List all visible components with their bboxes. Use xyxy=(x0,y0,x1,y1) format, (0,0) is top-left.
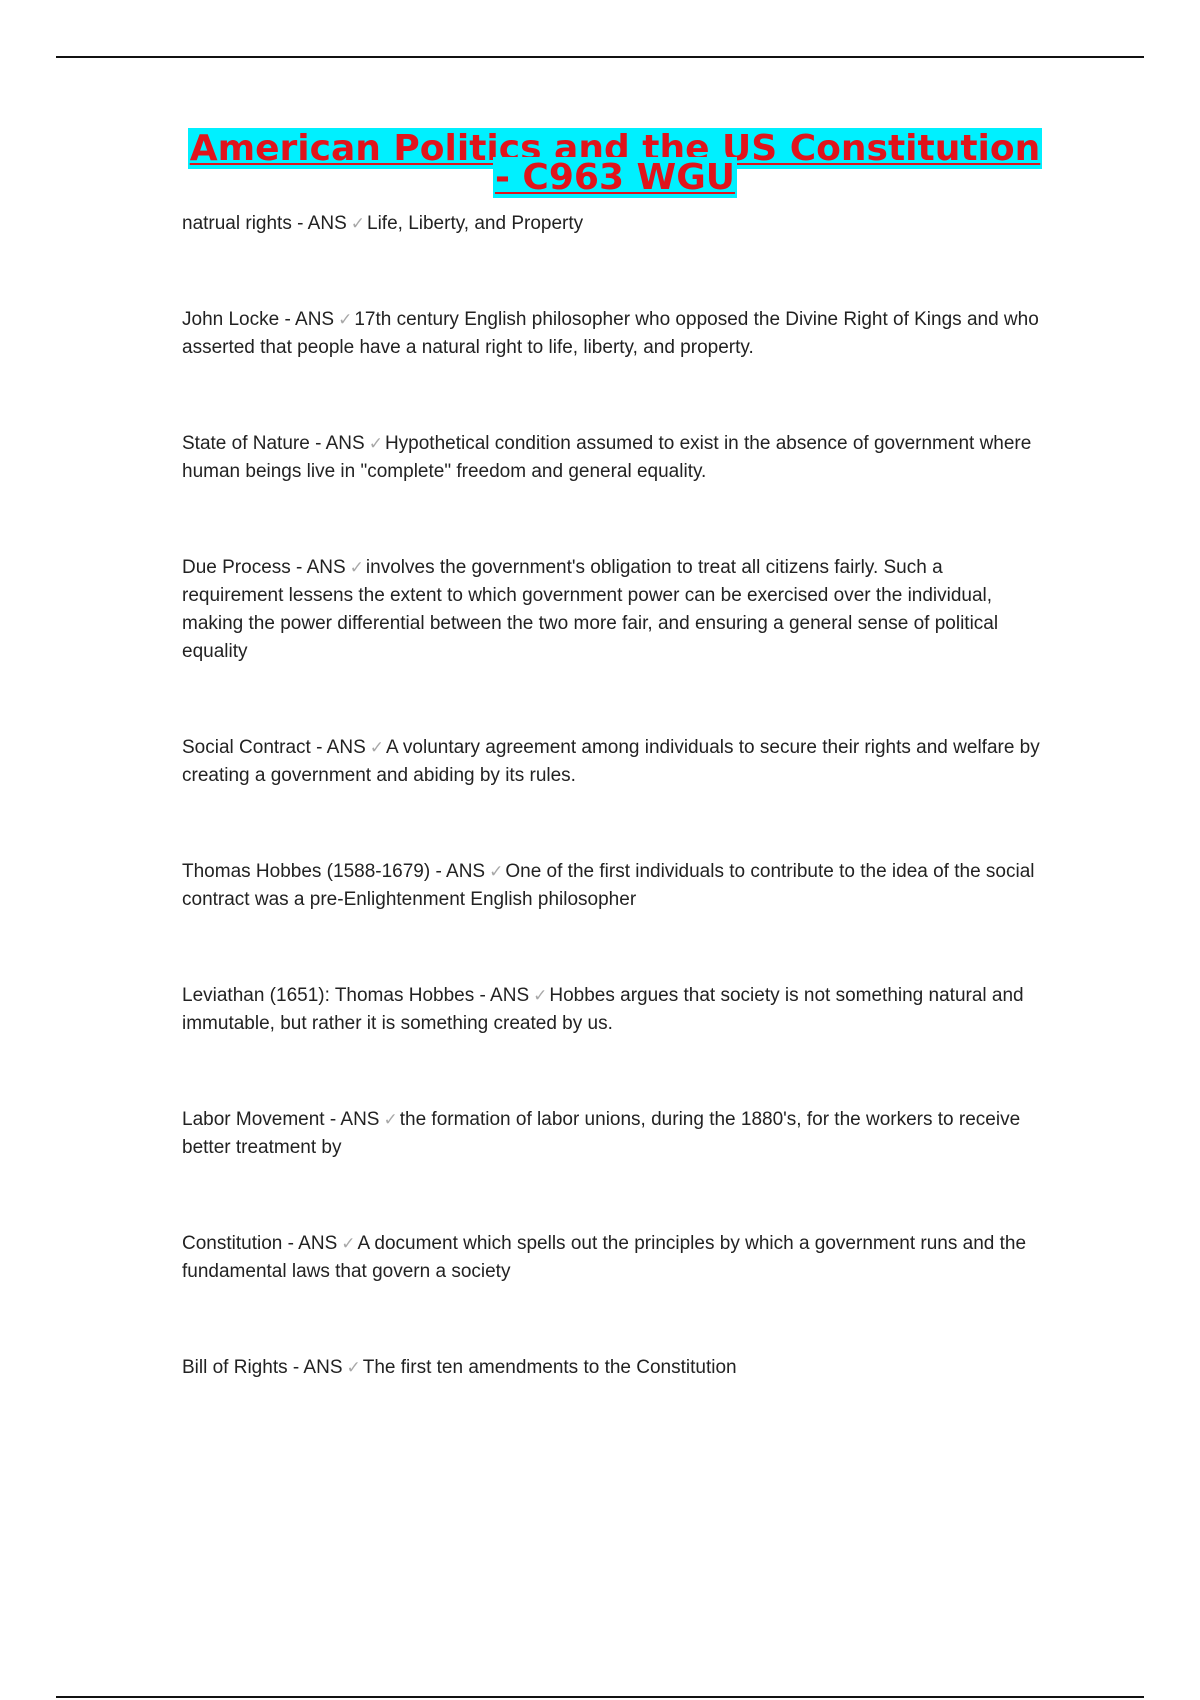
flashcard-list xyxy=(182,210,1048,1382)
entry-definition: A voluntary agreement among individuals to secure their rights and welfare by creating a government and abiding by its rules. xyxy=(182,737,1040,786)
check-icon: ✓ xyxy=(349,558,364,577)
entry-definition: Hobbes argues that society is not something natural and immutable, but rather it is something created by us. xyxy=(182,985,1024,1034)
entry-term: natrual rights - ANS xyxy=(182,213,347,234)
check-icon: ✓ xyxy=(350,214,365,233)
entry-term: Bill of Rights - ANS xyxy=(182,1357,343,1378)
flashcard-entry xyxy=(182,1106,1048,1162)
entry-definition: The first ten amendments to the Constitution xyxy=(362,1357,737,1378)
entry-term: Thomas Hobbes (1588-1679) - ANS xyxy=(182,861,486,882)
flashcard-entry xyxy=(182,430,1048,486)
flashcard-entry xyxy=(182,982,1048,1038)
check-icon: ✓ xyxy=(533,986,548,1005)
entry-term: Due Process - ANS xyxy=(182,557,346,578)
entry-definition: Life, Liberty, and Property xyxy=(367,213,584,234)
entry-term: Constitution - ANS xyxy=(182,1233,338,1254)
entry-term: Social Contract - ANS xyxy=(182,737,366,758)
entry-definition: the formation of labor unions, during the 1880's, for the workers to receive better treatment by xyxy=(182,1109,1021,1158)
entry-term: State of Nature - ANS xyxy=(182,433,365,454)
footer-rule xyxy=(56,1696,1144,1698)
check-icon: ✓ xyxy=(338,310,353,329)
flashcard-entry xyxy=(182,306,1048,362)
check-icon: ✓ xyxy=(489,862,504,881)
check-icon: ✓ xyxy=(368,434,383,453)
header-rule xyxy=(56,56,1144,58)
entry-definition: 17th century English philosopher who opposed the Divine Right of Kings and who asserted that people have a natural right to life, liberty, and property. xyxy=(182,309,1039,358)
flashcard-entry xyxy=(182,1230,1048,1286)
flashcard-entry xyxy=(182,734,1048,790)
flashcard-entry xyxy=(182,858,1048,914)
entry-term: Labor Movement - ANS xyxy=(182,1109,380,1130)
entry-definition: One of the first individuals to contribute to the idea of the social contract was a pre-Enlightenment English philosopher xyxy=(182,861,1035,910)
entry-term: John Locke - ANS xyxy=(182,309,335,330)
check-icon: ✓ xyxy=(383,1110,398,1129)
document-title: American Politics and the US Constitution - C963 WGU xyxy=(189,128,1041,198)
flashcard-entry xyxy=(182,1354,1048,1382)
entry-definition: Hypothetical condition assumed to exist in the absence of government where human beings live in "complete" freedom and general equality. xyxy=(182,433,1032,482)
flashcard-entry xyxy=(182,210,1048,238)
check-icon: ✓ xyxy=(369,738,384,757)
entry-term: Leviathan (1651): Thomas Hobbes - ANS xyxy=(182,985,530,1006)
check-icon: ✓ xyxy=(341,1234,356,1253)
check-icon: ✓ xyxy=(346,1358,361,1377)
document-body xyxy=(182,128,1048,1450)
flashcard-entry xyxy=(182,554,1048,666)
entry-definition: A document which spells out the principles by which a government runs and the fundamental laws that govern a society xyxy=(182,1233,1027,1282)
entry-definition: involves the government's obligation to treat all citizens fairly. Such a requirement lessens the extent to which government power can be exercised over the individual, making the power differential between the two more fair, and ensuring a general sense of political equality xyxy=(182,557,999,662)
